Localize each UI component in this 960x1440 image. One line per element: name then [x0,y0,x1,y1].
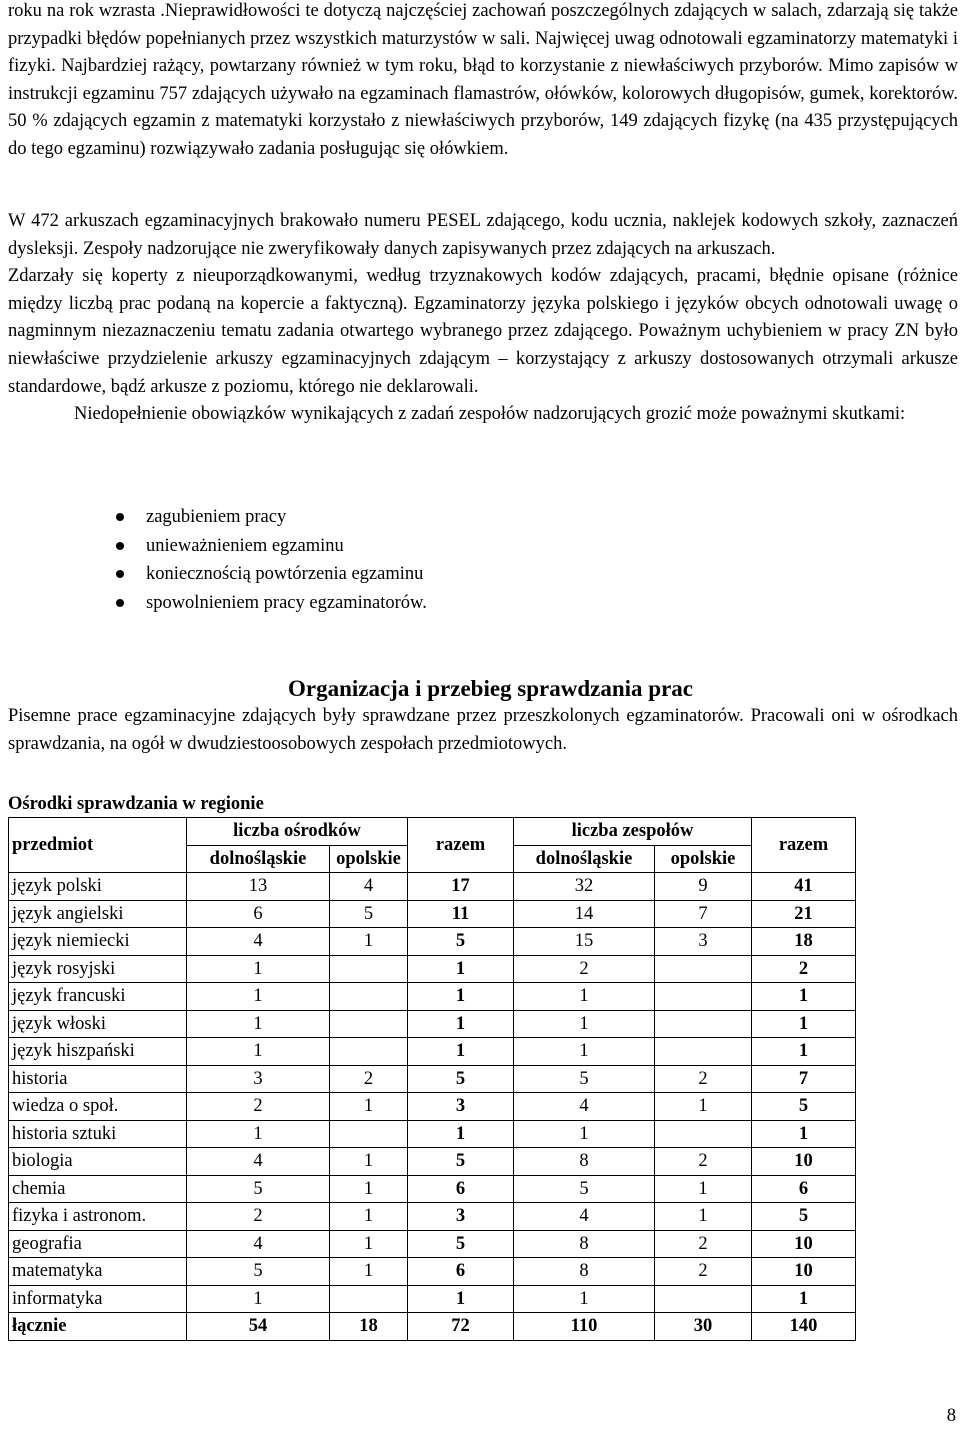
table-row [9,1230,856,1258]
table-row [9,1010,856,1038]
bullet-icon [116,599,124,607]
header-teams: liczba zespołów [514,818,752,846]
table-row [9,1175,856,1203]
row-subject: język rosyjski [9,955,187,983]
table-cell: 1 [330,1148,408,1176]
table-cell: 13 [187,873,330,901]
table-cell: 1 [514,1285,655,1313]
header-centers: liczba ośrodków [187,818,408,846]
row-subject: biologia [9,1148,187,1176]
table-cell: 5 [752,1093,856,1121]
table-cell: 1 [330,1258,408,1286]
header-total-centers: razem [408,818,514,873]
table-cell: 5 [514,1065,655,1093]
total-label: łącznie [9,1313,187,1341]
table-cell: 2 [752,955,856,983]
table-cell: 8 [514,1258,655,1286]
table-cell: 32 [514,873,655,901]
table-cell: 1 [330,1203,408,1231]
table-cell: 1 [187,1285,330,1313]
table-cell: 4 [187,1148,330,1176]
table-cell: 1 [408,1285,514,1313]
table-cell: 6 [187,900,330,928]
table-cell: 1 [187,1120,330,1148]
table-cell [330,1120,408,1148]
table-cell: 1 [330,928,408,956]
table-cell: 1 [514,983,655,1011]
bullet-icon [116,542,124,550]
table-cell: 1 [187,955,330,983]
table-cell: 1 [408,1010,514,1038]
table-row [9,1120,856,1148]
table-title: Ośrodki sprawdzania w regionie [8,794,264,814]
table-cell [330,1038,408,1066]
table-cell: 4 [514,1203,655,1231]
table-cell [655,1010,752,1038]
header-region-a: dolnośląskie [187,845,330,873]
header-subject: przedmiot [9,818,187,873]
table-cell: 2 [655,1230,752,1258]
table-row [9,1093,856,1121]
table-cell: 7 [752,1065,856,1093]
table-cell: 41 [752,873,856,901]
table-cell: 2 [655,1148,752,1176]
table-cell: 10 [752,1148,856,1176]
table-cell: 6 [408,1258,514,1286]
paragraph-irregularities: roku na rok wzrasta .Nieprawidłowości te dotyczą najczęściej zachowań poszczególnych zdających w salach, zdarzają się także przypadki błędów popełnianych przez wszystkich maturzystów w sali. Najwięcej uwag odnotowali egzaminatorzy matematyki i fizyki. Najbardziej rażący, powtarzany również w tym roku, błąd to korzystanie z niewłaściwych przyborów. Mimo zapisów w instrukcji egzaminu 757 zdających używało na egzaminach flamastrów, ołówków, kolorowych długopisów, gumek, korektorów. 50 % zdających egzamin z matematyki korzystało z niewłaściwych przyborów, 149 zdających fizykę (na 435 przystępujących do tego egzaminu) rozwiązywało zadania posługując się ołówkiem. [8,1,958,159]
table-cell: 54 [187,1313,330,1341]
paragraph-group-2 [8,208,958,429]
table-cell: 2 [655,1258,752,1286]
table-cell: 4 [514,1093,655,1121]
table-row [9,955,856,983]
table-cell: 15 [514,928,655,956]
header-region-a: dolnośląskie [514,845,655,873]
table-cell: 7 [655,900,752,928]
row-subject: matematyka [9,1258,187,1286]
table-cell: 3 [655,928,752,956]
header-region-b: opolskie [330,845,408,873]
row-subject: fizyka i astronom. [9,1203,187,1231]
bullet-icon [116,570,124,578]
table-cell: 1 [655,1175,752,1203]
paragraph-consequences: Niedopełnienie obowiązków wynikających z zadań zespołów nadzorujących grozić może poważnymi skutkami: [74,404,906,425]
table-row [9,928,856,956]
table-cell: 5 [408,1065,514,1093]
table-cell [655,955,752,983]
row-subject: informatyka [9,1285,187,1313]
table-cell: 2 [655,1065,752,1093]
centers-table [8,817,856,1341]
table-cell: 18 [752,928,856,956]
table-cell: 4 [330,873,408,901]
paragraph-pesel: W 472 arkuszach egzaminacyjnych brakowało numeru PESEL zdającego, kodu ucznia, naklejek kodowych szkoły, zaznaczeń dysleksji. Zespoły nadzorujące nie zweryfikowały danych zapisywanych przez zdających na arkuszach. [8,211,958,259]
table-row [9,1065,856,1093]
table-cell: 1 [408,955,514,983]
row-subject: język francuski [9,983,187,1011]
table-cell: 9 [655,873,752,901]
table-cell: 1 [514,1038,655,1066]
table-cell: 1 [330,1093,408,1121]
table-cell [655,1285,752,1313]
table-cell: 10 [752,1230,856,1258]
table-cell: 8 [514,1230,655,1258]
table-cell: 1 [408,983,514,1011]
page-number: 8 [946,1406,956,1426]
row-subject: język włoski [9,1010,187,1038]
list-item: unieważnieniem egzaminu [8,532,427,561]
table-body [9,873,856,1313]
consequences-list [8,503,427,617]
table-row [9,900,856,928]
table-cell: 5 [187,1258,330,1286]
table-cell: 17 [408,873,514,901]
table-header-row [9,818,856,846]
table-cell: 5 [408,1148,514,1176]
table-cell: 4 [187,928,330,956]
header-region-b: opolskie [655,845,752,873]
table-cell: 72 [408,1313,514,1341]
table-cell: 1 [655,1203,752,1231]
table-cell: 1 [408,1038,514,1066]
row-subject: język polski [9,873,187,901]
row-subject: geografia [9,1230,187,1258]
table-cell: 5 [187,1175,330,1203]
table-cell: 5 [514,1175,655,1203]
table-cell: 110 [514,1313,655,1341]
section-intro: Pisemne prace egzaminacyjne zdających były sprawdzane przez przeszkolonych egzaminatorów. Pracowali oni w ośrodkach sprawdzania, na ogół w dwudziestoosobowych zespołach przedmiotowych. [8,706,958,754]
table-cell: 1 [187,1038,330,1066]
table-cell: 6 [752,1175,856,1203]
table-cell: 1 [514,1010,655,1038]
table-cell: 1 [514,1120,655,1148]
table-row [9,1203,856,1231]
table-cell: 14 [514,900,655,928]
table-cell: 140 [752,1313,856,1341]
table-cell: 18 [330,1313,408,1341]
table-cell [330,955,408,983]
table-cell: 5 [330,900,408,928]
table-cell: 1 [752,983,856,1011]
table-cell: 1 [752,1120,856,1148]
paragraph-envelopes: Zdarzały się koperty z nieuporządkowanymi, według trzyznakowych kodów zdających, pracami, błędnie opisane (różnice między liczbą prac podaną na kopercie a faktyczną). Egzaminatorzy języka polskiego i języków obcych odnotowali uwagę o nagminnym niezaznaczeniu tematu zadania otwartego wybranego przez zdającego. Poważnym uchybieniem w pracy ZN było niewłaściwe przydzielenie arkuszy egzaminacyjnych zdającym – korzystający z arkuszy dostosowanych otrzymali arkusze standardowe, bądź arkusze z poziomu, którego nie deklarowali. [8,266,958,397]
table-cell: 3 [187,1065,330,1093]
table-cell: 5 [408,928,514,956]
table-cell [655,1120,752,1148]
table-cell: 1 [655,1093,752,1121]
table-cell [655,983,752,1011]
table-cell: 1 [752,1038,856,1066]
table-row [9,983,856,1011]
row-subject: historia [9,1065,187,1093]
row-subject: historia sztuki [9,1120,187,1148]
table-cell: 1 [752,1010,856,1038]
table-cell: 2 [187,1203,330,1231]
table-cell: 11 [408,900,514,928]
table-cell: 5 [752,1203,856,1231]
row-subject: język hiszpański [9,1038,187,1066]
table-cell: 21 [752,900,856,928]
table-cell: 2 [514,955,655,983]
table-cell: 2 [187,1093,330,1121]
table-cell: 3 [408,1203,514,1231]
table-cell: 8 [514,1148,655,1176]
header-total-teams: razem [752,818,856,873]
table-cell [330,983,408,1011]
table-row [9,1258,856,1286]
table-cell: 3 [408,1093,514,1121]
row-subject: chemia [9,1175,187,1203]
list-item: spowolnieniem pracy egzaminatorów. [8,589,427,618]
table-cell: 1 [752,1285,856,1313]
table-cell: 5 [408,1230,514,1258]
row-subject: język niemiecki [9,928,187,956]
table-cell: 6 [408,1175,514,1203]
table-cell [655,1038,752,1066]
table-cell: 30 [655,1313,752,1341]
table-row [9,873,856,901]
table-cell: 1 [330,1230,408,1258]
bullet-icon [116,513,124,521]
list-item: koniecznością powtórzenia egzaminu [8,560,427,589]
table-cell [330,1010,408,1038]
table-row [9,1038,856,1066]
list-item: zagubieniem pracy [8,503,427,532]
table-cell: 10 [752,1258,856,1286]
table-cell: 1 [187,1010,330,1038]
table-cell: 2 [330,1065,408,1093]
table-cell: 1 [187,983,330,1011]
row-subject: język angielski [9,900,187,928]
table-cell: 1 [330,1175,408,1203]
row-subject: wiedza o społ. [9,1093,187,1121]
section-heading: Organizacja i przebieg sprawdzania prac [287,676,693,701]
table-row [9,1285,856,1313]
table-cell [330,1285,408,1313]
table-cell: 4 [187,1230,330,1258]
table-row [9,1148,856,1176]
table-cell: 1 [408,1120,514,1148]
table-total-row [9,1313,856,1341]
